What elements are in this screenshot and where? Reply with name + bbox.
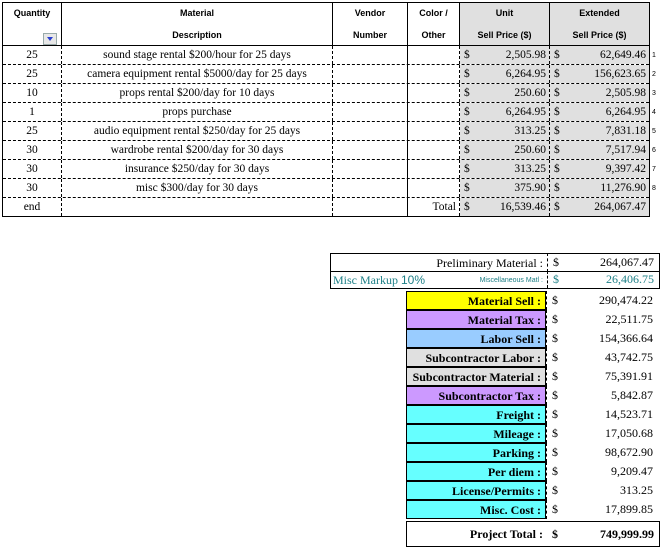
- description-cell[interactable]: props rental $200/day for 10 days: [62, 84, 333, 102]
- qty-cell[interactable]: 25: [3, 122, 62, 140]
- row-number: 5: [652, 128, 656, 135]
- extended-price-total-cell[interactable]: $ 264,067.47: [550, 198, 649, 216]
- table-row: [3, 160, 649, 179]
- vendor-cell[interactable]: [333, 141, 408, 159]
- row-number: 6: [652, 147, 656, 154]
- summary-row[interactable]: Freight : $ 14,523.71: [330, 405, 660, 424]
- description-cell[interactable]: audio equipment rental $250/day for 25 days: [62, 122, 333, 140]
- unit-price-cell[interactable]: $ 250.60: [460, 84, 550, 102]
- materials-table: [2, 46, 650, 217]
- qty-cell[interactable]: 30: [3, 179, 62, 197]
- vendor-cell[interactable]: [333, 122, 408, 140]
- color-cell[interactable]: [408, 179, 460, 197]
- preliminary-material-row[interactable]: Preliminary Material : $ 264,067.47: [330, 253, 660, 272]
- table-row: [3, 103, 649, 122]
- unit-price-cell[interactable]: $ 375.90: [460, 179, 550, 197]
- cost-summary: [330, 253, 660, 548]
- description-cell[interactable]: misc $300/day for 30 days: [62, 179, 333, 197]
- unit-price-cell[interactable]: $ 313.25: [460, 160, 550, 178]
- qty-cell[interactable]: 10: [3, 84, 62, 102]
- header-color: Color / Other: [408, 3, 460, 45]
- extended-price-cell[interactable]: $ 62,649.46: [550, 46, 649, 64]
- qty-cell[interactable]: 25: [3, 65, 62, 83]
- summary-row[interactable]: Subcontractor Tax : $ 5,842.87: [330, 386, 660, 405]
- color-cell[interactable]: [408, 103, 460, 121]
- extended-price-cell[interactable]: $ 9,397.42: [550, 160, 649, 178]
- unit-price-total-cell[interactable]: $ 16,539.46: [460, 198, 550, 216]
- summary-row[interactable]: Material Tax : $ 22,511.75: [330, 310, 660, 329]
- summary-row[interactable]: Per diem : $ 9,209.47: [330, 462, 660, 481]
- row-number: 2: [652, 71, 656, 78]
- vendor-cell[interactable]: [333, 84, 408, 102]
- description-cell[interactable]: sound stage rental $200/hour for 25 days: [62, 46, 333, 64]
- extended-price-cell[interactable]: $ 11,276.90: [550, 179, 649, 197]
- color-cell[interactable]: [408, 122, 460, 140]
- table-row: [3, 141, 649, 160]
- unit-price-cell[interactable]: $ 2,505.98: [460, 46, 550, 64]
- end-marker-cell[interactable]: end: [3, 198, 62, 216]
- summary-row[interactable]: Material Sell : $ 290,474.22: [330, 291, 660, 310]
- table-row: [3, 179, 649, 198]
- header-unit-price: Unit Sell Price ($): [460, 3, 550, 45]
- filter-dropdown-icon[interactable]: [43, 33, 57, 45]
- description-cell[interactable]: insurance $250/day for 30 days: [62, 160, 333, 178]
- unit-price-cell[interactable]: $ 313.25: [460, 122, 550, 140]
- description-cell[interactable]: wardrobe rental $200/day for 30 days: [62, 141, 333, 159]
- extended-price-cell[interactable]: $ 156,623.65: [550, 65, 649, 83]
- color-cell[interactable]: [408, 141, 460, 159]
- table-row: [3, 65, 649, 84]
- summary-row[interactable]: Parking : $ 98,672.90: [330, 443, 660, 462]
- row-number: 1: [652, 52, 656, 59]
- header-extended-price: Extended Sell Price ($): [550, 3, 649, 45]
- header-material: Material Description: [62, 3, 333, 45]
- extended-price-cell[interactable]: $ 2,505.98: [550, 84, 649, 102]
- misc-markup-row[interactable]: Misc Markup 10% Miscellaneous Matl : $ 26,406.75: [330, 272, 660, 289]
- qty-cell[interactable]: 1: [3, 103, 62, 121]
- description-cell[interactable]: camera equipment rental $5000/day for 25 days: [62, 65, 333, 83]
- misc-material-label: Miscellaneous Matl :: [479, 277, 543, 284]
- total-row: [3, 198, 649, 217]
- total-label-cell[interactable]: Total: [408, 198, 460, 216]
- vendor-cell[interactable]: [333, 198, 408, 216]
- qty-cell[interactable]: 25: [3, 46, 62, 64]
- vendor-cell[interactable]: [333, 160, 408, 178]
- extended-price-cell[interactable]: $ 6,264.95: [550, 103, 649, 121]
- qty-cell[interactable]: 30: [3, 160, 62, 178]
- summary-row[interactable]: Misc. Cost : $ 17,899.85: [330, 500, 660, 519]
- unit-price-cell[interactable]: $ 6,264.95: [460, 103, 550, 121]
- extended-price-cell[interactable]: $ 7,517.94: [550, 141, 649, 159]
- table-row: [3, 46, 649, 65]
- summary-row[interactable]: License/Permits : $ 313.25: [330, 481, 660, 500]
- extended-price-cell[interactable]: $ 7,831.18: [550, 122, 649, 140]
- summary-row[interactable]: Subcontractor Labor : $ 43,742.75: [330, 348, 660, 367]
- vendor-cell[interactable]: [333, 179, 408, 197]
- summary-row[interactable]: Mileage : $ 17,050.68: [330, 424, 660, 443]
- description-cell[interactable]: props purchase: [62, 103, 333, 121]
- unit-price-cell[interactable]: $ 250.60: [460, 141, 550, 159]
- table-row: [3, 84, 649, 103]
- summary-row[interactable]: Labor Sell : $ 154,366.64: [330, 329, 660, 348]
- color-cell[interactable]: [408, 160, 460, 178]
- misc-markup-label: Misc Markup: [333, 273, 398, 287]
- misc-markup-percent[interactable]: 10%: [401, 273, 426, 287]
- row-number: 3: [652, 90, 656, 97]
- row-number: 8: [652, 185, 656, 192]
- table-row: [3, 122, 649, 141]
- row-number: 4: [652, 109, 656, 116]
- summary-row[interactable]: Subcontractor Material : $ 75,391.91: [330, 367, 660, 386]
- description-cell[interactable]: [62, 198, 333, 216]
- unit-price-cell[interactable]: $ 6,264.95: [460, 65, 550, 83]
- color-cell[interactable]: [408, 65, 460, 83]
- qty-cell[interactable]: 30: [3, 141, 62, 159]
- row-number: 7: [652, 166, 656, 173]
- color-cell[interactable]: [408, 84, 460, 102]
- column-header-row: [2, 2, 650, 46]
- project-total-row[interactable]: Project Total : $ 749,999.99: [406, 521, 660, 547]
- header-quantity[interactable]: Quantity: [3, 3, 62, 45]
- vendor-cell[interactable]: [333, 103, 408, 121]
- header-vendor: Vendor Number: [333, 3, 408, 45]
- vendor-cell[interactable]: [333, 46, 408, 64]
- vendor-cell[interactable]: [333, 65, 408, 83]
- color-cell[interactable]: [408, 46, 460, 64]
